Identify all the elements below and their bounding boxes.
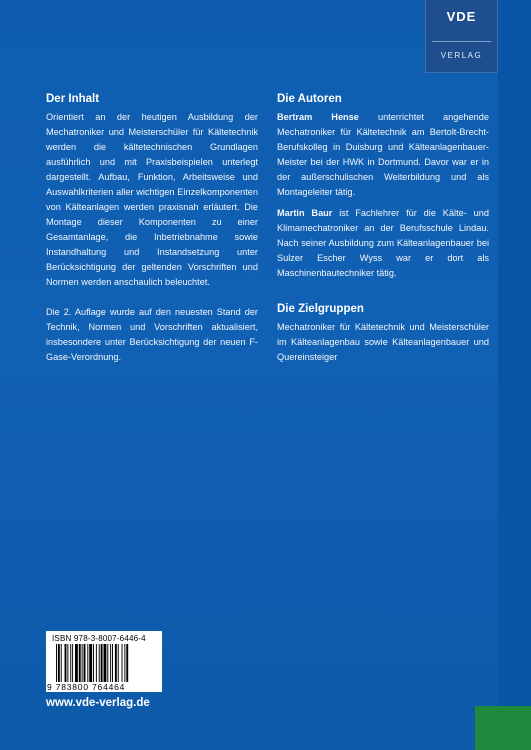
- barcode-bar: [79, 644, 81, 682]
- author-text-hense: unterrichtet angehende Mechatroniker für Kältetechnik am Bertolt-Brecht-Berufskolleg in Duisburg und Kälteanlagenbauer-Meister bei der HWK in Dortmund. Davor war er in der außerschulischen Weiterbildung und als Montageleiter tätig.: [277, 112, 489, 197]
- barcode-bar: [96, 644, 97, 682]
- vde-verlag-logo: [425, 0, 498, 73]
- barcode-bar: [104, 644, 107, 682]
- barcode-bar: [118, 644, 119, 682]
- edge-stripe: [498, 0, 531, 750]
- author-bio-hense: [277, 110, 489, 200]
- barcode-bar: [65, 644, 67, 682]
- authors-heading: Die Autoren: [277, 93, 342, 105]
- author-bio-baur: [277, 206, 489, 281]
- author-name-baur: Martin Baur: [277, 208, 333, 218]
- green-corner-accent: [475, 706, 531, 750]
- barcode-bar: [58, 644, 60, 682]
- content-heading: Der Inhalt: [46, 93, 100, 105]
- authors-column: [277, 93, 489, 365]
- barcode-bars: [56, 644, 156, 682]
- barcode-bar: [107, 644, 108, 682]
- content-paragraph: Orientiert an der heutigen Ausbildung der Mechatroniker und Meisterschüler für Kältetechnik werden die kältetechnischen Grundlagen ausführlich und mit Praxisbeispielen unterlegt dargestellt. Aufbau, Funktion, Arbeitsweise und Auswahlkriterien aller wichtigen Einzelkomponenten von Kälteanlagen werden praxisnah erläutert. Die Montage dieser Komponenten zu einer Gesamtanlage, die Inbetriebnahme sowie Instandhaltung und Instandsetzung unter Berücksichtigung der geltenden Vorschriften und Normen werden anschaulich beleuchtet.: [46, 112, 258, 287]
- barcode-bar: [99, 644, 100, 682]
- barcode-bar: [70, 644, 71, 682]
- logo-brand: VDE: [446, 9, 477, 24]
- barcode-bar: [124, 644, 125, 682]
- barcode-bar: [122, 644, 123, 682]
- content-column: [46, 93, 258, 365]
- barcode-bar: [72, 644, 73, 682]
- barcode-bar: [56, 644, 57, 682]
- barcode-bar: [126, 644, 128, 682]
- isbn-barcode: [46, 631, 162, 692]
- barcode-bar: [93, 644, 94, 682]
- logo-divider: [432, 41, 491, 42]
- barcode-bar: [110, 644, 111, 682]
- isbn-number: ISBN 978-3-8007-6446-4: [52, 634, 146, 643]
- barcode-bar: [75, 644, 78, 682]
- audience-heading: Die Zielgruppen: [277, 303, 364, 315]
- barcode-bar: [84, 644, 86, 682]
- barcode-bar: [101, 644, 103, 682]
- barcode-bar: [112, 644, 113, 682]
- barcode-bar: [115, 644, 117, 682]
- barcode-bar: [61, 644, 62, 682]
- barcode-bar: [87, 644, 88, 682]
- audience-paragraph: Mechatroniker für Kältetechnik und Meisterschüler im Kälteanlagenbau sowie Kälteanlagenbauer und Quereinsteiger: [277, 322, 489, 362]
- publisher-website: www.vde-verlag.de: [46, 697, 150, 709]
- barcode-bar: [67, 644, 68, 682]
- logo-publisher: VERLAG: [440, 51, 483, 60]
- barcode-bar: [82, 644, 83, 682]
- author-text-baur: ist Fachlehrer für die Kälte- und Klimamechatroniker an der Berufsschule Lindau. Nach seiner Ausbildung zum Kälteanlagenbauer bei Sulzer Escher Wyss war er dort als Maschinenbautechniker tätig.: [277, 208, 489, 278]
- barcode-digits: 9 783800 764464: [47, 682, 126, 692]
- barcode-bar: [89, 644, 92, 682]
- author-name-hense: Bertram Hense: [277, 112, 359, 122]
- edition-paragraph: Die 2. Auflage wurde auf den neuesten Stand der Technik, Normen und Vorschriften aktualisiert, insbesondere unter Berücksichtigung der neuen F-Gase-Verordnung.: [46, 307, 258, 362]
